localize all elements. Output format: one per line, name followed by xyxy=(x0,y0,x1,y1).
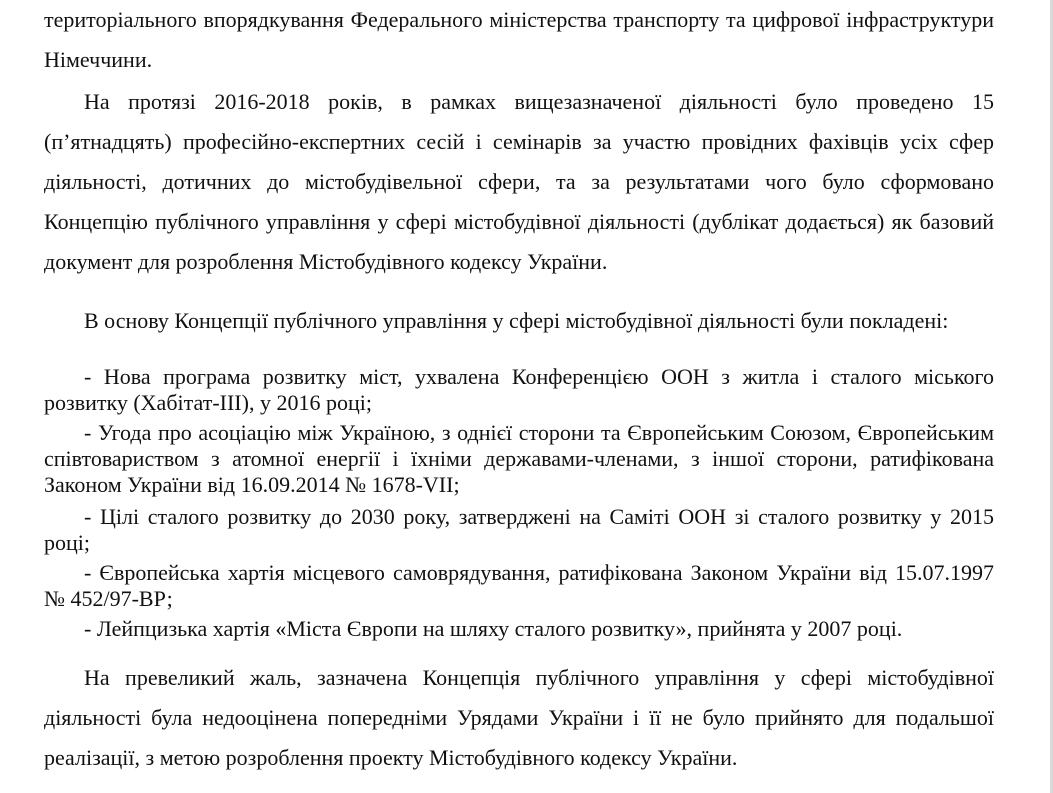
paragraph-regret: На превеликий жаль, зазначена Концепція публічного управління у сфері містобудівної діяльності була недооцінена попередніми Урядами України і її не було прийнято для подальшої реалізації, з метою розроблення проекту Містобудівного кодексу України. xyxy=(44,665,994,770)
list-item-european-charter: - Європейська хартія місцевого самоврядування, ратифікована Законом України від 15.07.1997 № 452/97-ВР; xyxy=(44,560,994,611)
paragraph-basis-intro: В основу Концепції публічного управління у сфері містобудівної діяльності були покладені: xyxy=(84,308,949,333)
list-item-sdg: - Цілі сталого розвитку до 2030 року, затверджені на Саміті ООН зі сталого розвитку у 2015 році; xyxy=(44,504,994,555)
list-item-leipzig-charter: - Лейпцизька хартія «Міста Європи на шляху сталого розвитку», прийнята у 2007 році. xyxy=(84,616,903,641)
list-item-habitat: - Нова програма розвитку міст, ухвалена Конференцією ООН з житла і сталого міського розвитку (Хабітат-III), у 2016 році; xyxy=(44,364,994,415)
paragraph-intro-continuation: територіального впорядкування Федерального міністерства транспорту та цифрової інфраструктури Німеччини. xyxy=(44,7,994,72)
paragraph-sessions: На протязі 2016-2018 років, в рамках вищезазначеної діяльності було проведено 15 (п’ятнадцять) професійно-експертних сесій і семінарів за участю провідних фахівців усіх сфер діяльності, дотичних до містобудівельної сфери, та за результатами чого було сформовано Концепцію публічного управління у сфері містобудівної діяльності (дублікат додається) як базовий документ для розроблення Містобудівного кодексу України. xyxy=(44,89,994,274)
list-item-association-agreement: - Угода про асоціацію між Україною, з однієї сторони та Європейським Союзом, Європейським співтовариством з атомної енергії і їхніми державами-членами, з іншої сторони, ратифікована Законом України від 16.09.2014 № 1678-VII; xyxy=(44,420,994,497)
